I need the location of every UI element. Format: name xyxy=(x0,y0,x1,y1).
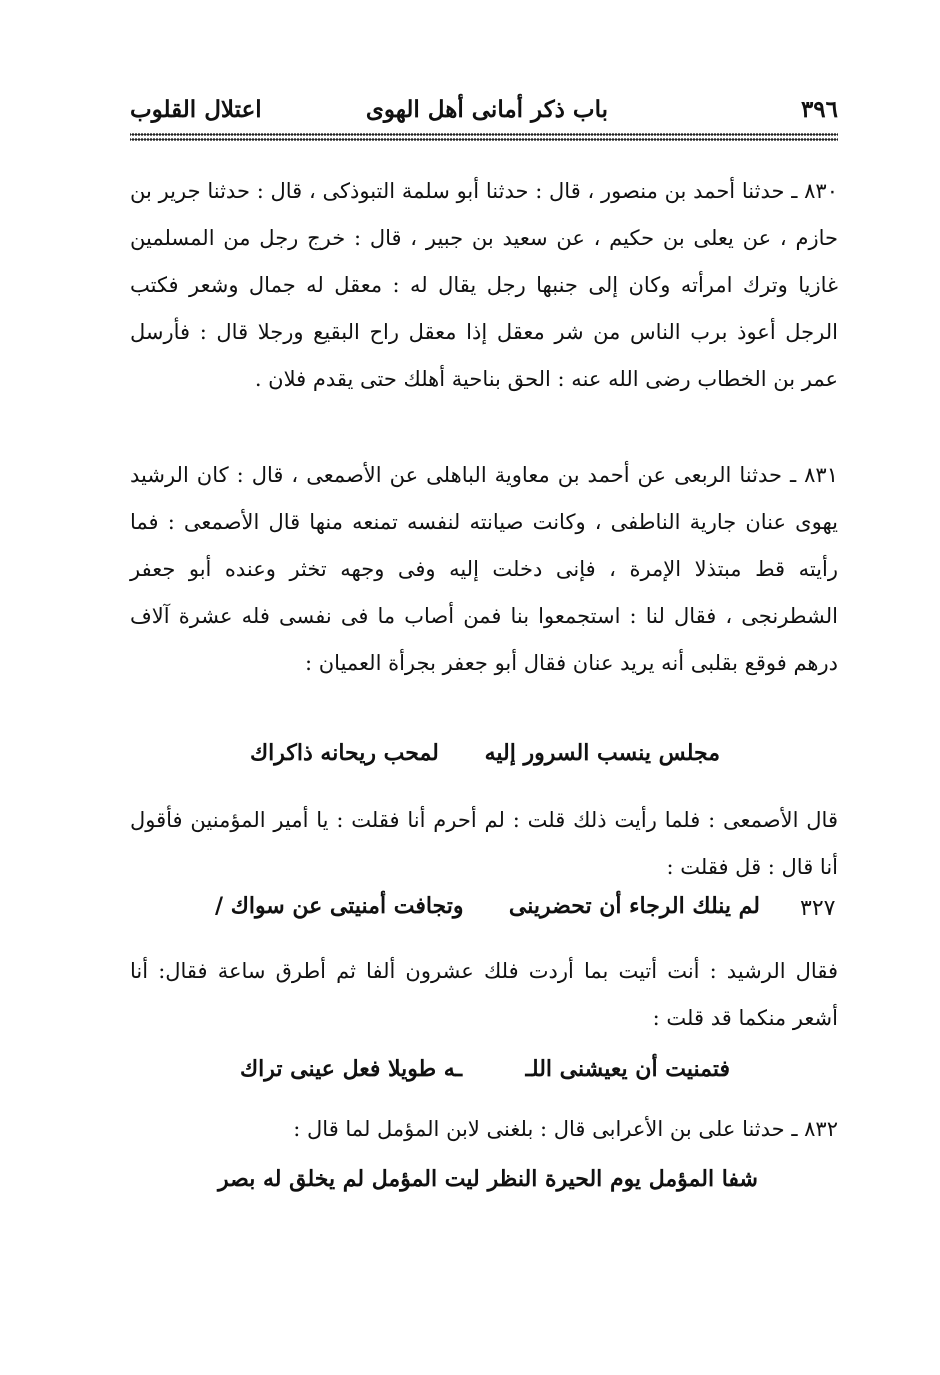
paragraph-asmai-reply: قال الأصمعى : فلما رأيت ذلك قلت : لم أحرم أنا فقلت : يا أمير المؤمنين فأقول أنا قال : قل فقلت : xyxy=(130,808,838,879)
verse-second-hemistich: وتجافت أمنيتى عن سواك / xyxy=(215,893,464,919)
verse-line xyxy=(215,893,760,933)
verse-line xyxy=(240,1056,730,1096)
paragraph-831: ٨٣١ ـ حدثنا الربعى عن أحمد بن معاوية الباهلى عن الأصمعى ، قال : كان الرشيد يهوى عنان جارية الناطفى ، وكانت صيانته لنفسه تمنعه منها قال الأصمعى : فما رأيته قط مبتذلا الإمرة ، فإنى دخلت إليه وفى وجهه تخثر وعنده أبو جعفر الشطرنجى ، فقال لنا : استجمعوا بنا فمن أصاب ما فى نفسى فله عشرة آلاف درهم فوقع بقلبى أنه يريد عنان فقال أبو جعفر بجرأة العميان : xyxy=(130,463,838,675)
margin-folio-number: ٣٢٧ xyxy=(800,896,836,921)
header-divider xyxy=(130,132,838,142)
chapter-title: باب ذكر أمانى أهل الهوى xyxy=(365,96,608,123)
paragraph-rashid: فقال الرشيد : أنت أتيت بما أردت فلك عشرون ألفا ثم أطرق ساعة فقال: أنا أشعر منكما قد قلت : xyxy=(130,959,838,1030)
verse-line xyxy=(218,1166,758,1206)
book-title: اعتلال القلوب xyxy=(130,96,262,123)
verse-first-hemistich: مجلس ينسب السرور إليه xyxy=(484,740,720,766)
verse-first-hemistich: فتمنيت أن يعيشنى اللـ xyxy=(525,1056,730,1082)
running-header xyxy=(130,96,838,130)
verse-second-hemistich: ـه طويلا فعل عينى تراك xyxy=(240,1056,463,1082)
page-number: ٣٩٦ xyxy=(800,96,838,123)
verse-first-hemistich: لم ينلك الرجاء أن تحضرينى xyxy=(508,893,760,919)
verse-second-hemistich: ليت المؤمل لم يخلق له بصر xyxy=(218,1166,480,1192)
verse-first-hemistich: شفا المؤمل يوم الحيرة النظر xyxy=(487,1166,758,1192)
verse-second-hemistich: لمحب ريحانه ذاكراك xyxy=(250,740,439,766)
paragraph-830: ٨٣٠ ـ حدثنا أحمد بن منصور ، قال : حدثنا أبو سلمة التبوذكى ، قال : حدثنا جرير بن حازم ، عن يعلى بن حكيم ، عن سعيد بن جبير ، قال : خرج رجل من المسلمين غازيا وترك امرأته وكان إلى جنبها رجل يقال له : معقل له جمال وشعر فكتب الرجل أعوذ برب الناس من شر معقل إذا معقل راح البقيع ورجلا قال : فأرسل عمر بن الخطاب رضى الله عنه : الحق بناحية أهلك حتى يقدم فلان . xyxy=(130,179,838,391)
verse-line xyxy=(250,740,720,780)
paragraph-832: ٨٣٢ ـ حدثنا على بن الأعرابى قال : بلغنى لابن المؤمل لما قال : xyxy=(293,1117,838,1141)
